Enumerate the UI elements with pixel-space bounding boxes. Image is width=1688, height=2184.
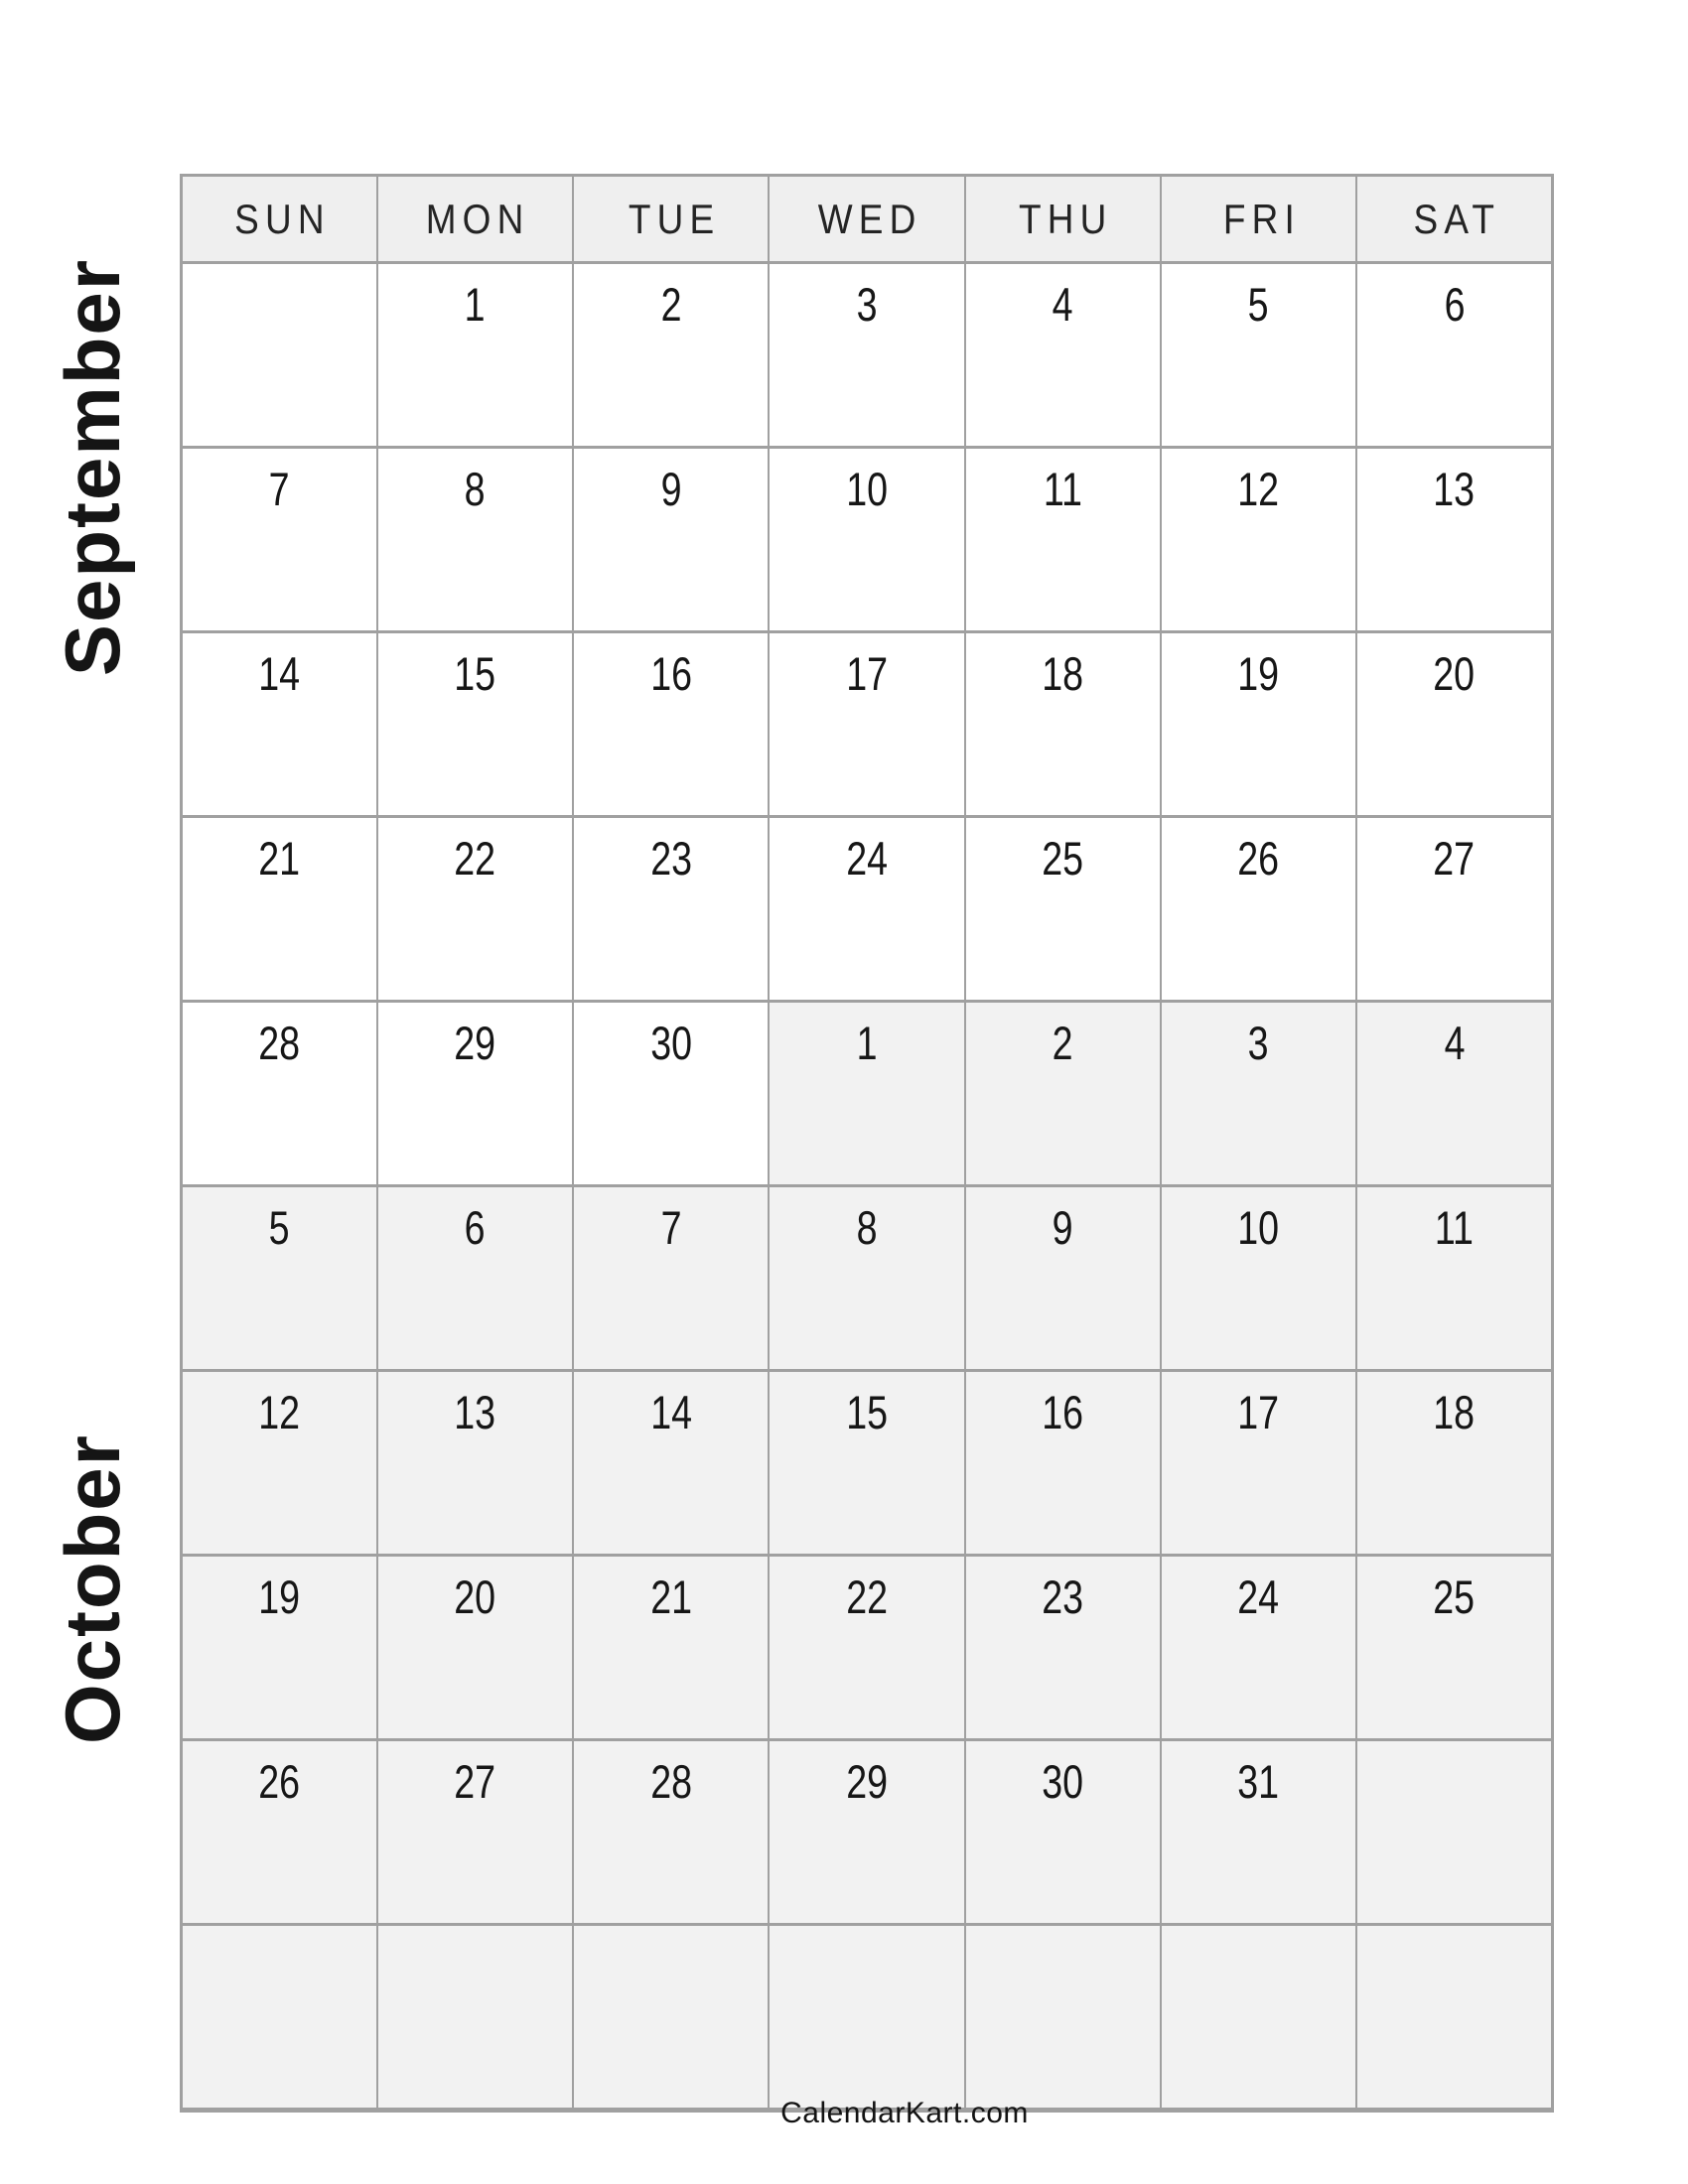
weekday-header-sat: SAT [1356, 176, 1552, 263]
day-number: 18 [1433, 1386, 1476, 1438]
calendar-week-row [182, 817, 1553, 1002]
day-number: 27 [1433, 832, 1476, 885]
day-number: 14 [649, 1386, 692, 1438]
day-cell [769, 1186, 964, 1371]
day-cell [1161, 1556, 1356, 1740]
day-cell [573, 632, 769, 817]
day-cell [965, 1186, 1161, 1371]
day-cell [1161, 817, 1356, 1002]
day-cell [1161, 1002, 1356, 1186]
calendar-table [180, 174, 1554, 2113]
day-number: 10 [846, 463, 888, 515]
day-number: 13 [454, 1386, 496, 1438]
day-cell [182, 632, 377, 817]
footer-branding: CalendarKart.com [780, 2097, 1029, 2129]
day-number: 7 [660, 1201, 682, 1254]
calendar-week-row [182, 1740, 1553, 1925]
day-cell [573, 448, 769, 632]
weekday-header-sun: SUN [182, 176, 377, 263]
day-cell [1356, 1556, 1552, 1740]
weekday-header-thu: THU [965, 176, 1161, 263]
day-cell [377, 448, 573, 632]
day-cell [573, 1002, 769, 1186]
calendar-week-row [182, 448, 1553, 632]
empty-day-cell [377, 1925, 573, 2111]
weekday-header-wed: WED [769, 176, 964, 263]
day-cell [769, 1556, 964, 1740]
empty-day-cell [182, 1925, 377, 2111]
day-cell [573, 1186, 769, 1371]
day-number: 1 [464, 278, 486, 331]
day-number: 1 [856, 1017, 878, 1069]
day-number: 8 [464, 463, 486, 515]
day-number: 26 [258, 1755, 301, 1808]
day-cell [573, 817, 769, 1002]
day-cell [182, 1002, 377, 1186]
day-number: 15 [454, 647, 496, 700]
day-cell [1356, 448, 1552, 632]
day-cell [377, 263, 573, 448]
day-number: 5 [1248, 278, 1269, 331]
day-number: 21 [649, 1570, 692, 1623]
day-number: 27 [454, 1755, 496, 1808]
day-number: 24 [846, 832, 888, 885]
day-number: 28 [258, 1017, 301, 1069]
empty-day-cell [1356, 1740, 1552, 1925]
day-cell [769, 817, 964, 1002]
day-number: 6 [1444, 278, 1466, 331]
day-number: 2 [660, 278, 682, 331]
day-number: 9 [1052, 1201, 1073, 1254]
day-cell [965, 1740, 1161, 1925]
day-cell [182, 817, 377, 1002]
day-cell [377, 1740, 573, 1925]
day-cell [377, 817, 573, 1002]
calendar-week-row [182, 1556, 1553, 1740]
day-number: 31 [1237, 1755, 1280, 1808]
day-cell [965, 448, 1161, 632]
empty-day-cell [182, 263, 377, 448]
day-number: 25 [1433, 1570, 1476, 1623]
day-cell [1161, 263, 1356, 448]
day-number: 24 [1237, 1570, 1280, 1623]
day-cell [1356, 632, 1552, 817]
day-cell [1356, 1186, 1552, 1371]
day-cell [1161, 632, 1356, 817]
calendar-week-row [182, 1925, 1553, 2111]
october-label: October [49, 1433, 137, 1744]
september-label-container [14, 233, 173, 700]
calendar-week-row [182, 632, 1553, 817]
day-cell [769, 263, 964, 448]
day-cell [182, 1556, 377, 1740]
day-number: 23 [1042, 1570, 1084, 1623]
day-cell [1161, 448, 1356, 632]
empty-day-cell [573, 1925, 769, 2111]
day-cell [769, 1371, 964, 1556]
empty-day-cell [1356, 1925, 1552, 2111]
day-number: 22 [454, 832, 496, 885]
weekday-header-mon: MON [377, 176, 573, 263]
calendar-week-row [182, 263, 1553, 448]
day-cell [182, 448, 377, 632]
day-cell [769, 448, 964, 632]
day-number: 18 [1042, 647, 1084, 700]
day-number: 4 [1444, 1017, 1466, 1069]
day-number: 6 [464, 1201, 486, 1254]
day-cell [573, 263, 769, 448]
weekday-header-fri: FRI [1161, 176, 1356, 263]
day-number: 29 [454, 1017, 496, 1069]
day-cell [182, 1371, 377, 1556]
day-number: 30 [649, 1017, 692, 1069]
calendar-body [182, 263, 1553, 2111]
day-cell [769, 1740, 964, 1925]
day-cell [965, 263, 1161, 448]
day-number: 28 [649, 1755, 692, 1808]
day-number: 15 [846, 1386, 888, 1438]
day-number: 8 [856, 1201, 878, 1254]
day-cell [965, 1556, 1161, 1740]
weekday-header-tue: TUE [573, 176, 769, 263]
day-number: 10 [1237, 1201, 1280, 1254]
day-cell [965, 817, 1161, 1002]
weekday-header-row [182, 176, 1553, 263]
day-number: 20 [454, 1570, 496, 1623]
day-cell [573, 1740, 769, 1925]
day-number: 21 [258, 832, 301, 885]
day-cell [965, 632, 1161, 817]
day-number: 12 [1237, 463, 1280, 515]
day-cell [182, 1740, 377, 1925]
day-number: 3 [856, 278, 878, 331]
day-cell [965, 1002, 1161, 1186]
day-number: 3 [1248, 1017, 1269, 1069]
empty-day-cell [965, 1925, 1161, 2111]
day-cell [573, 1371, 769, 1556]
calendar-week-row [182, 1002, 1553, 1186]
day-number: 12 [258, 1386, 301, 1438]
day-number: 16 [649, 647, 692, 700]
day-cell [769, 1002, 964, 1186]
day-cell [377, 1371, 573, 1556]
day-cell [1161, 1740, 1356, 1925]
day-number: 23 [649, 832, 692, 885]
day-number: 4 [1052, 278, 1073, 331]
day-number: 17 [846, 647, 888, 700]
day-cell [1356, 1371, 1552, 1556]
day-cell [1161, 1371, 1356, 1556]
day-number: 20 [1433, 647, 1476, 700]
day-number: 30 [1042, 1755, 1084, 1808]
calendar-week-row [182, 1186, 1553, 1371]
day-cell [377, 632, 573, 817]
day-number: 2 [1052, 1017, 1073, 1069]
september-label: September [49, 257, 137, 676]
day-number: 9 [660, 463, 682, 515]
day-cell [1356, 1002, 1552, 1186]
day-cell [769, 632, 964, 817]
day-cell [377, 1556, 573, 1740]
day-cell [573, 1556, 769, 1740]
day-number: 19 [1237, 647, 1280, 700]
day-number: 29 [846, 1755, 888, 1808]
day-number: 22 [846, 1570, 888, 1623]
empty-day-cell [769, 1925, 964, 2111]
day-cell [182, 1186, 377, 1371]
day-number: 5 [268, 1201, 290, 1254]
calendar-week-row [182, 1371, 1553, 1556]
day-number: 19 [258, 1570, 301, 1623]
day-cell [965, 1371, 1161, 1556]
day-number: 7 [268, 463, 290, 515]
day-number: 26 [1237, 832, 1280, 885]
empty-day-cell [1161, 1925, 1356, 2111]
day-number: 14 [258, 647, 301, 700]
day-cell [377, 1186, 573, 1371]
day-cell [1356, 817, 1552, 1002]
day-number: 11 [1043, 463, 1082, 515]
october-label-container [14, 1355, 173, 1822]
day-cell [1356, 263, 1552, 448]
day-number: 25 [1042, 832, 1084, 885]
day-number: 13 [1433, 463, 1476, 515]
day-number: 16 [1042, 1386, 1084, 1438]
day-cell [1161, 1186, 1356, 1371]
day-cell [377, 1002, 573, 1186]
day-number: 17 [1237, 1386, 1280, 1438]
day-number: 11 [1435, 1201, 1475, 1254]
